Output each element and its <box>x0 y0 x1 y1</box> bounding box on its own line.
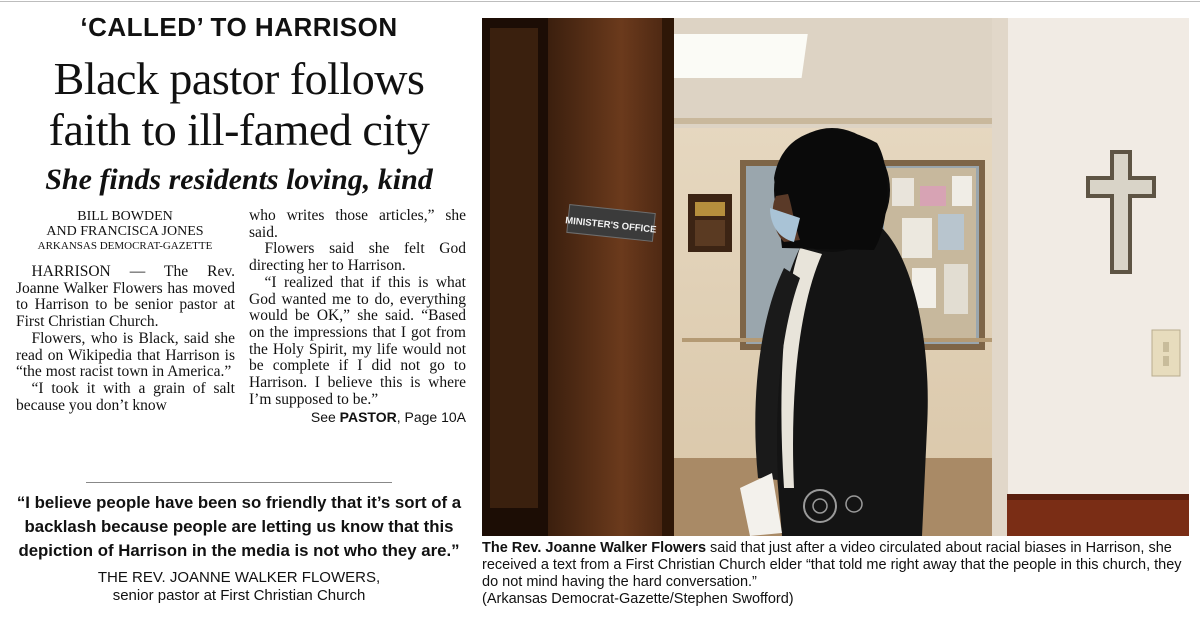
headline <box>0 53 478 155</box>
paragraph: HARRISON — The Rev. Joanne Walker Flowers has moved to Harrison to be senior pastor at First Christian Church. <box>16 263 235 331</box>
headline-line-1: Black pastor follows <box>53 53 425 104</box>
byline-name-2: AND FRANCISCA JONES <box>46 224 204 239</box>
headline-line-2: faith to ill-famed city <box>48 104 430 155</box>
deck-subheadline: She finds residents loving, kind <box>45 163 433 196</box>
paragraph: who writes those articles,” she said. <box>249 207 466 241</box>
photo-credit: (Arkansas Democrat-Gazette/Stephen Swofford) <box>482 591 794 607</box>
paragraph: Flowers, who is Black, said she read on Wikipedia that Harrison is “the most racist town in America.” <box>16 329 235 381</box>
news-photo <box>482 18 1189 536</box>
attribution-title: senior pastor at First Christian Church <box>112 587 366 604</box>
byline-name-1: BILL BOWDEN <box>77 209 173 224</box>
door-sign-text: MINISTER'S OFFICE <box>564 215 657 236</box>
byline-organization: ARKANSAS DEMOCRAT-GAZETTE <box>37 240 213 252</box>
body-column-2 <box>249 208 466 426</box>
pull-quote: “I believe people have been so friendly that it’s sort of a backlash because people are letting us know that this depiction of Harrison in the media is not who they are.” <box>16 493 462 560</box>
paragraph: “I realized that if this is what God wanted me to do, everything would be OK,” she said. “Based on the impressions that I got from the Holy Spirit, my life would not be complete if I did not go to Harrison. I believe this is where I’m supposed to be.” <box>249 273 466 408</box>
jump-word: PASTOR <box>339 409 397 426</box>
body-column-1 <box>16 264 235 414</box>
jump-suffix: , Page 10A <box>396 409 466 426</box>
byline <box>17 209 233 254</box>
caption-lead: The Rev. Joanne Walker Flowers <box>482 540 707 556</box>
jump-prefix: See <box>310 409 340 426</box>
caption-text: said that just after a video circulated about racial biases in Harrison, she received a text from a First Christian Church elder “that told me right away that the people in this church, they do not mind having the hard conversation.” <box>482 540 1182 590</box>
jump-line[interactable] <box>249 409 466 426</box>
pull-quote-divider <box>86 482 392 483</box>
paragraph: Flowers said she felt God directing her to Harrison. <box>249 240 466 275</box>
attribution-name: THE REV. JOANNE WALKER FLOWERS, <box>97 569 381 586</box>
kicker: ‘CALLED’ TO HARRISON <box>80 12 398 42</box>
photo-caption <box>482 540 1194 608</box>
top-rule <box>0 1 1200 2</box>
pull-quote-attribution <box>0 569 478 605</box>
paragraph: “I took it with a grain of salt because you don’t know <box>16 379 235 414</box>
photo-illustration <box>482 18 1189 536</box>
